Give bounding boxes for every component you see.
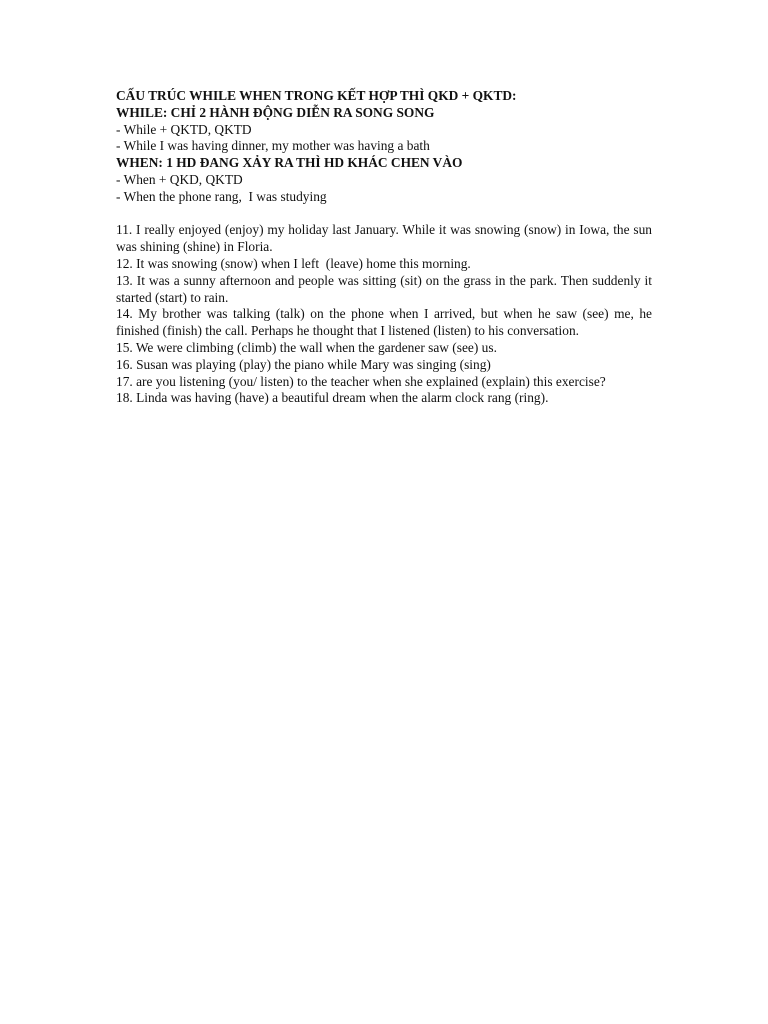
exercise-17: 17. are you listening (you/ listen) to the teacher when she explained (explain) this exercise? [116, 373, 606, 389]
while-structure-line: - While + QKTD, QKTD [116, 121, 252, 137]
document-body [116, 88, 656, 407]
when-heading: WHEN: 1 HD ĐANG XẢY RA THÌ HD KHÁC CHEN VÀO [116, 155, 463, 171]
document-heading: CẤU TRÚC WHILE WHEN TRONG KẾT HỢP THÌ QKD + QKTD: [116, 88, 517, 103]
when-example-line: - When the phone rang, I was studying [116, 188, 327, 204]
while-example-line: - While I was having dinner, my mother was having a bath [116, 138, 430, 154]
exercise-16: 16. Susan was playing (play) the piano while Mary was singing (sing) [116, 356, 491, 372]
exercise-15: 15. We were climbing (climb) the wall when the gardener saw (see) us. [116, 339, 497, 355]
when-structure-line: - When + QKD, QKTD [116, 171, 243, 187]
exercise-14: 14. My brother was talking (talk) on the phone when I arrived, but when he saw (see) me, he finished (finish) the call. Perhaps he thought that I listened (listen) to his conversation. [116, 306, 656, 339]
exercise-13: 13. It was a sunny afternoon and people was sitting (sit) on the grass in the park. Then suddenly it started (start) to rain. [116, 272, 656, 305]
exercise-18: 18. Linda was having (have) a beautiful dream when the alarm clock rang (ring). [116, 390, 549, 406]
exercise-12: 12. It was snowing (snow) when I left (leave) home this morning. [116, 255, 471, 271]
paragraph-spacer [116, 206, 652, 223]
exercise-11: 11. I really enjoyed (enjoy) my holiday last January. While it was snowing (snow) in Iowa, the sun was shining (shine) in Floria. [116, 222, 656, 255]
while-heading: WHILE: CHỈ 2 HÀNH ĐỘNG DIỄN RA SONG SONG [116, 104, 435, 120]
